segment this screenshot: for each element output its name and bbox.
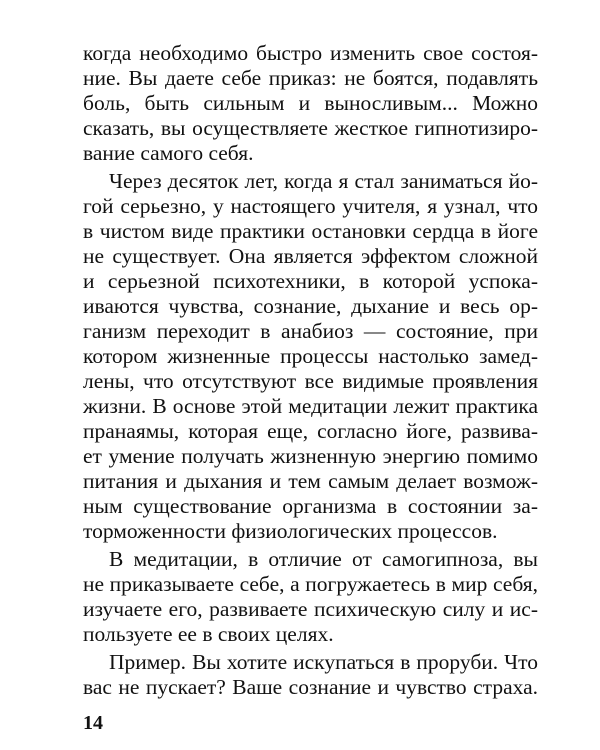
text-line: ние. Вы даете себе приказ: не боятся, подавлять [83,66,538,90]
text-line: когда необходимо быстро изменить свое состоя- [83,41,538,65]
text-line: не приказываете себе, а погружаетесь в мир себя, [83,572,538,596]
text-line: вас не пускает? Ваше сознание и чувство страха. [83,675,538,699]
text-line: ганизм переходит в анабиоз — состояние, при [83,319,538,343]
text-line: В медитации, в отличие от самогипноза, вы [109,547,538,571]
text-line: питания и дыхания и тем самым делает возмож- [83,469,538,493]
text-line: иваются чувства, сознание, дыхание и весь ор- [83,294,538,318]
text-line: ным существование организма в состоянии за- [83,494,538,518]
text-line: сказать, вы осуществляете жесткое гипнотизиро- [83,116,538,140]
text-line: боль, быть сильным и выносливым... Можно [83,91,538,115]
text-line: Пример. Вы хотите искупаться в проруби. Что [109,650,538,674]
text-line: гой серьезно, у настоящего учителя, я узнал, что [83,194,538,218]
text-line: пранаямы, которая еще, согласно йоге, развива- [83,419,538,443]
text-line: пользуете ее в своих целях. [83,622,334,646]
page-number: 14 [83,712,103,734]
text-line: вание самого себя. [83,141,254,165]
text-line: лены, что отсутствуют все видимые проявления [83,369,538,393]
text-line: не существует. Она является эффектом сложной [83,244,538,268]
text-line: изучаете его, развиваете психическую силу и ис- [83,597,538,621]
text-line: ет умение получать жизненную энергию помимо [83,444,538,468]
text-line: и серьезной психотехники, в которой успока- [83,269,538,293]
text-line: жизни. В основе этой медитации лежит практика [83,394,538,418]
text-line: Через десяток лет, когда я стал заниматься йо- [109,169,538,193]
text-line: котором жизненные процессы настолько замед- [83,344,538,368]
text-line: торможенности физиологических процессов. [83,519,498,543]
text-line: в чистом виде практики остановки сердца в йоге [83,219,538,243]
